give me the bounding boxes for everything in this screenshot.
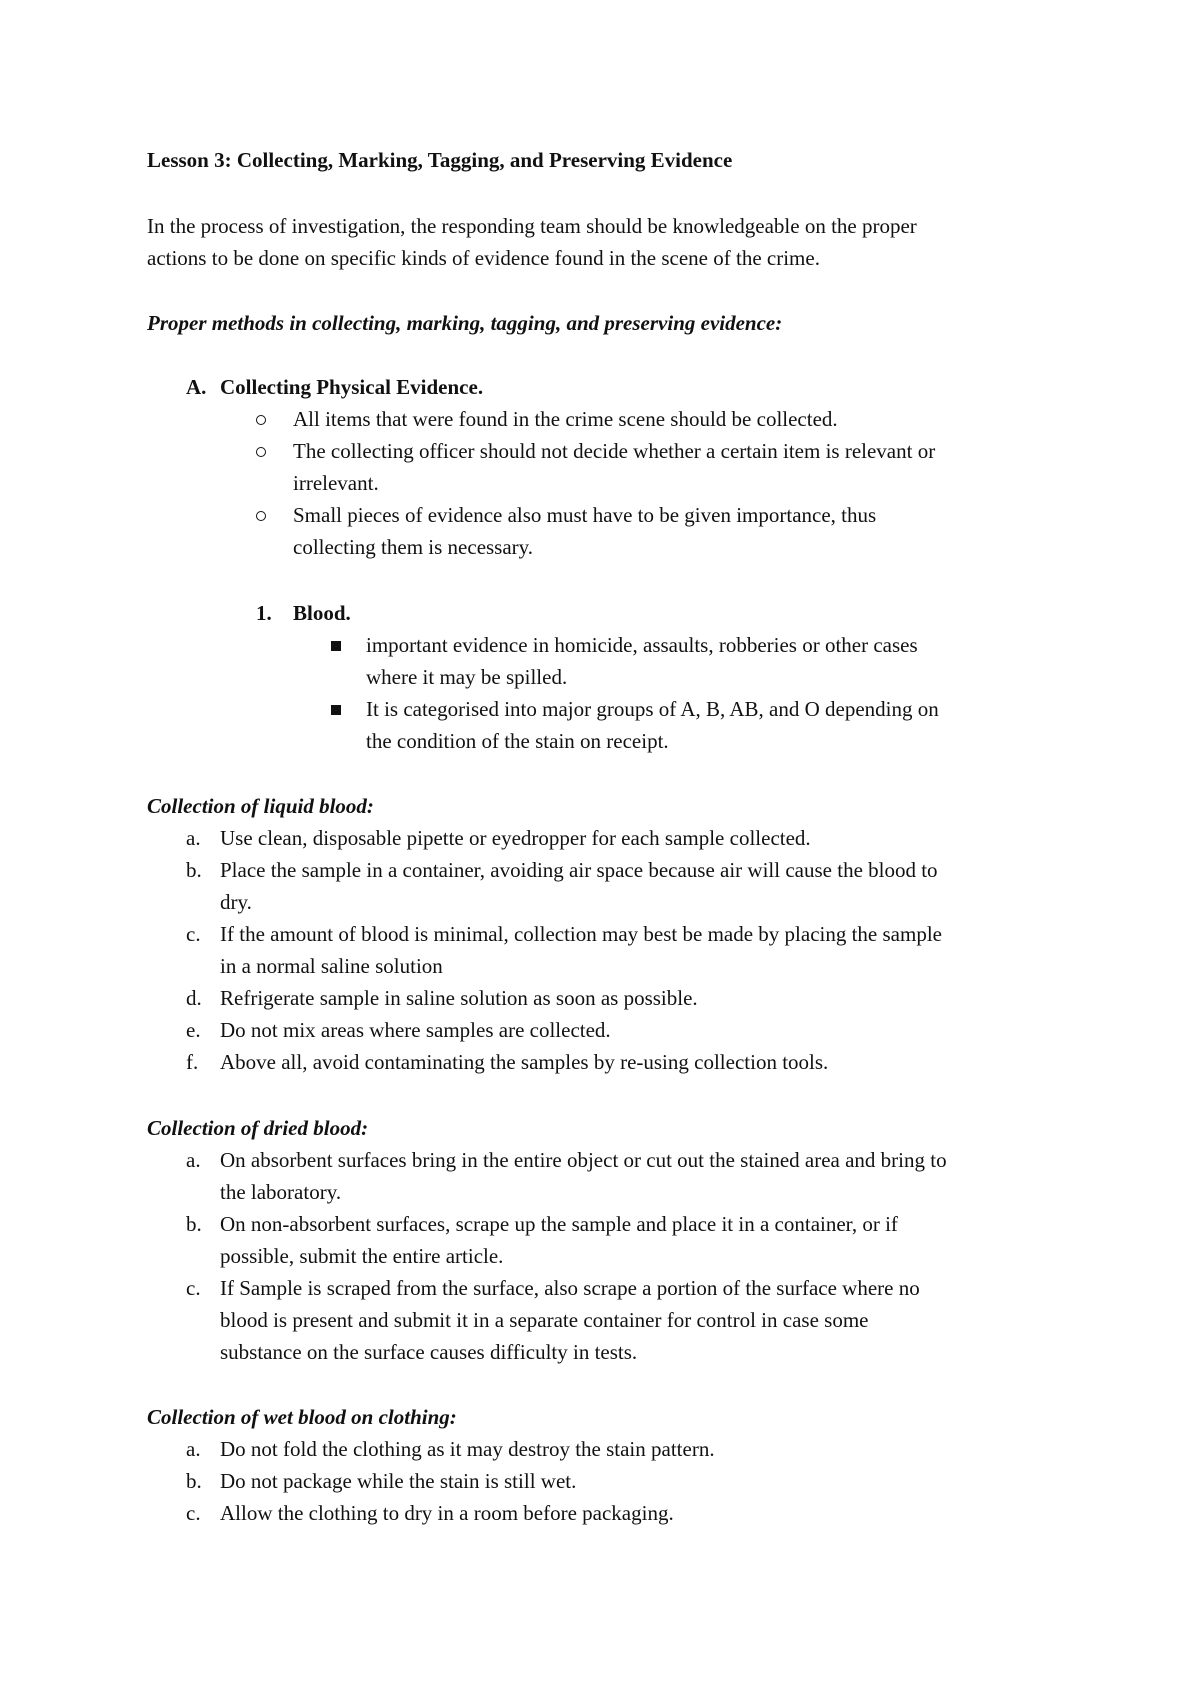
intro-line: In the process of investigation, the responding team should be knowledgeable on the proper (147, 214, 917, 238)
list-item: Refrigerate sample in saline solution as soon as possible. (220, 986, 698, 1010)
section-a-marker: A. (186, 375, 207, 399)
section-a-bullet: The collecting officer should not decide whether a certain item is relevant or (293, 439, 936, 463)
list-marker: b. (186, 1212, 202, 1236)
list-marker: c. (186, 1276, 201, 1300)
section-a-bullet: Small pieces of evidence also must have to be given importance, thus (293, 503, 877, 527)
section-a-heading: Collecting Physical Evidence. (220, 375, 484, 399)
blood-bullet: It is categorised into major groups of A, B, AB, and O depending on (366, 697, 939, 721)
list-item: Use clean, disposable pipette or eyedropper for each sample collected. (220, 826, 811, 850)
list-marker: f. (186, 1050, 199, 1074)
list-item: Place the sample in a container, avoiding air space because air will cause the blood to (220, 858, 938, 882)
section-a-bullet: All items that were found in the crime scene should be collected. (293, 407, 838, 431)
blood-bullet-cont: the condition of the stain on receipt. (366, 729, 669, 753)
list-marker: a. (186, 1437, 201, 1461)
list-marker: a. (186, 826, 201, 850)
blood-heading: Blood. (293, 601, 351, 625)
list-item: If the amount of blood is minimal, collection may best be made by placing the sample (220, 922, 942, 946)
list-item: Do not package while the stain is still wet. (220, 1469, 577, 1493)
intro-line: actions to be done on specific kinds of evidence found in the scene of the crime. (147, 246, 820, 270)
list-item-cont: dry. (220, 890, 252, 914)
list-item-cont: in a normal saline solution (220, 954, 443, 978)
list-marker: a. (186, 1148, 201, 1172)
list-item-cont: the laboratory. (220, 1180, 342, 1204)
methods-heading: Proper methods in collecting, marking, tagging, and preserving evidence: (147, 311, 783, 335)
list-item: Above all, avoid contaminating the samples by re-using collection tools. (220, 1050, 829, 1074)
list-item: Do not fold the clothing as it may destroy the stain pattern. (220, 1437, 715, 1461)
list-item: Allow the clothing to dry in a room before packaging. (220, 1501, 674, 1525)
list-item: On absorbent surfaces bring in the entire object or cut out the stained area and bring to (220, 1148, 947, 1172)
hollow-bullet-icon (256, 447, 266, 457)
blood-bullet: important evidence in homicide, assaults, robberies or other cases (366, 633, 918, 657)
square-bullet-icon (331, 641, 341, 651)
hollow-bullet-icon (256, 511, 266, 521)
list-marker: d. (186, 986, 202, 1010)
list-marker: b. (186, 1469, 202, 1493)
list-item-cont: possible, submit the entire article. (220, 1244, 504, 1268)
section-a-bullet-cont: collecting them is necessary. (293, 535, 534, 559)
list-marker: c. (186, 1501, 201, 1525)
blood-marker: 1. (256, 601, 272, 625)
dried-heading: Collection of dried blood: (147, 1116, 369, 1140)
list-item-cont: substance on the surface causes difficulty in tests. (220, 1340, 638, 1364)
wet-heading: Collection of wet blood on clothing: (147, 1405, 457, 1429)
list-item: If Sample is scraped from the surface, also scrape a portion of the surface where no (220, 1276, 920, 1300)
list-marker: e. (186, 1018, 201, 1042)
list-item-cont: blood is present and submit it in a separate container for control in case some (220, 1308, 869, 1332)
list-marker: b. (186, 858, 202, 882)
square-bullet-icon (331, 705, 341, 715)
list-item: Do not mix areas where samples are collected. (220, 1018, 611, 1042)
blood-bullet-cont: where it may be spilled. (366, 665, 568, 689)
liquid-heading: Collection of liquid blood: (147, 794, 374, 818)
section-a-bullet-cont: irrelevant. (293, 471, 379, 495)
hollow-bullet-icon (256, 415, 266, 425)
list-item: On non-absorbent surfaces, scrape up the sample and place it in a container, or if (220, 1212, 898, 1236)
list-marker: c. (186, 922, 201, 946)
page-title: Lesson 3: Collecting, Marking, Tagging, and Preserving Evidence (147, 148, 733, 172)
